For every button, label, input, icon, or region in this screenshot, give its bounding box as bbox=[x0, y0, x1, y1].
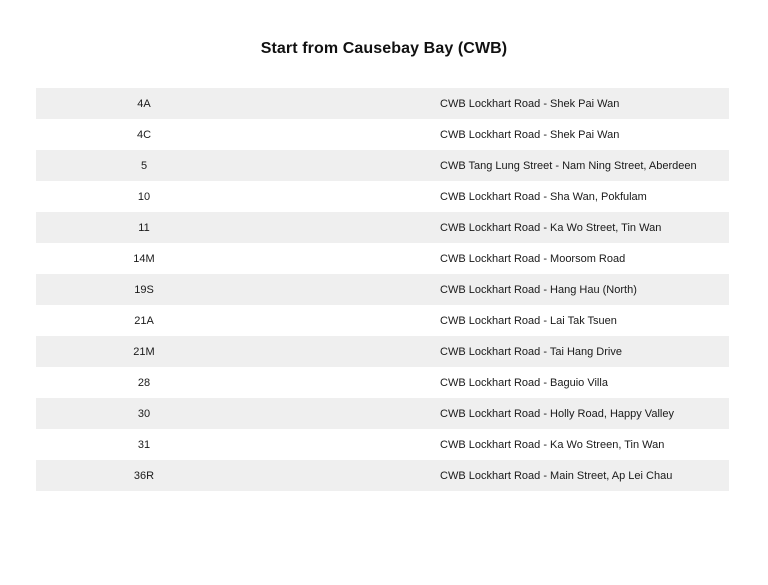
table-row bbox=[36, 460, 729, 491]
route-description: CWB Lockhart Road - Main Street, Ap Lei Chau bbox=[440, 469, 673, 482]
route-number: 10 bbox=[137, 190, 151, 203]
table-row bbox=[36, 305, 729, 336]
route-description: CWB Lockhart Road - Shek Pai Wan bbox=[440, 128, 620, 141]
table-row bbox=[36, 119, 729, 150]
route-number: 11 bbox=[138, 221, 150, 234]
table-row bbox=[36, 336, 729, 367]
route-description: CWB Lockhart Road - Ka Wo Street, Tin Wan bbox=[440, 221, 662, 234]
table-row bbox=[36, 274, 729, 305]
route-description: CWB Lockhart Road - Ka Wo Streen, Tin Wan bbox=[440, 438, 665, 451]
route-number: 21M bbox=[133, 345, 155, 358]
table-row bbox=[36, 150, 729, 181]
route-description: CWB Lockhart Road - Hang Hau (North) bbox=[440, 283, 637, 296]
table-row bbox=[36, 398, 729, 429]
table-row bbox=[36, 429, 729, 460]
page-title: Start from Causebay Bay (CWB) bbox=[260, 40, 508, 57]
route-description: CWB Lockhart Road - Baguio Villa bbox=[440, 376, 608, 389]
route-number: 36R bbox=[133, 469, 155, 482]
route-number: 14M bbox=[133, 252, 155, 265]
route-description: CWB Tang Lung Street - Nam Ning Street, Aberdeen bbox=[440, 159, 697, 172]
route-table bbox=[36, 88, 729, 491]
table-row bbox=[36, 367, 729, 398]
route-number: 31 bbox=[137, 438, 151, 451]
route-description: CWB Lockhart Road - Shek Pai Wan bbox=[440, 97, 620, 110]
route-description: CWB Lockhart Road - Sha Wan, Pokfulam bbox=[440, 190, 647, 203]
route-number: 28 bbox=[137, 376, 151, 389]
table-row bbox=[36, 181, 729, 212]
route-description: CWB Lockhart Road - Moorsom Road bbox=[440, 252, 626, 265]
route-number: 4C bbox=[136, 128, 152, 141]
route-number: 30 bbox=[137, 407, 151, 420]
route-description: CWB Lockhart Road - Tai Hang Drive bbox=[440, 345, 622, 358]
table-row bbox=[36, 243, 729, 274]
route-number: 19S bbox=[134, 283, 154, 296]
table-row bbox=[36, 212, 729, 243]
route-number: 4A bbox=[137, 97, 151, 110]
route-description: CWB Lockhart Road - Holly Road, Happy Valley bbox=[440, 407, 674, 420]
route-number: 21A bbox=[134, 314, 154, 327]
route-number: 5 bbox=[140, 159, 148, 172]
route-description: CWB Lockhart Road - Lai Tak Tsuen bbox=[440, 314, 617, 327]
table-row bbox=[36, 88, 729, 119]
